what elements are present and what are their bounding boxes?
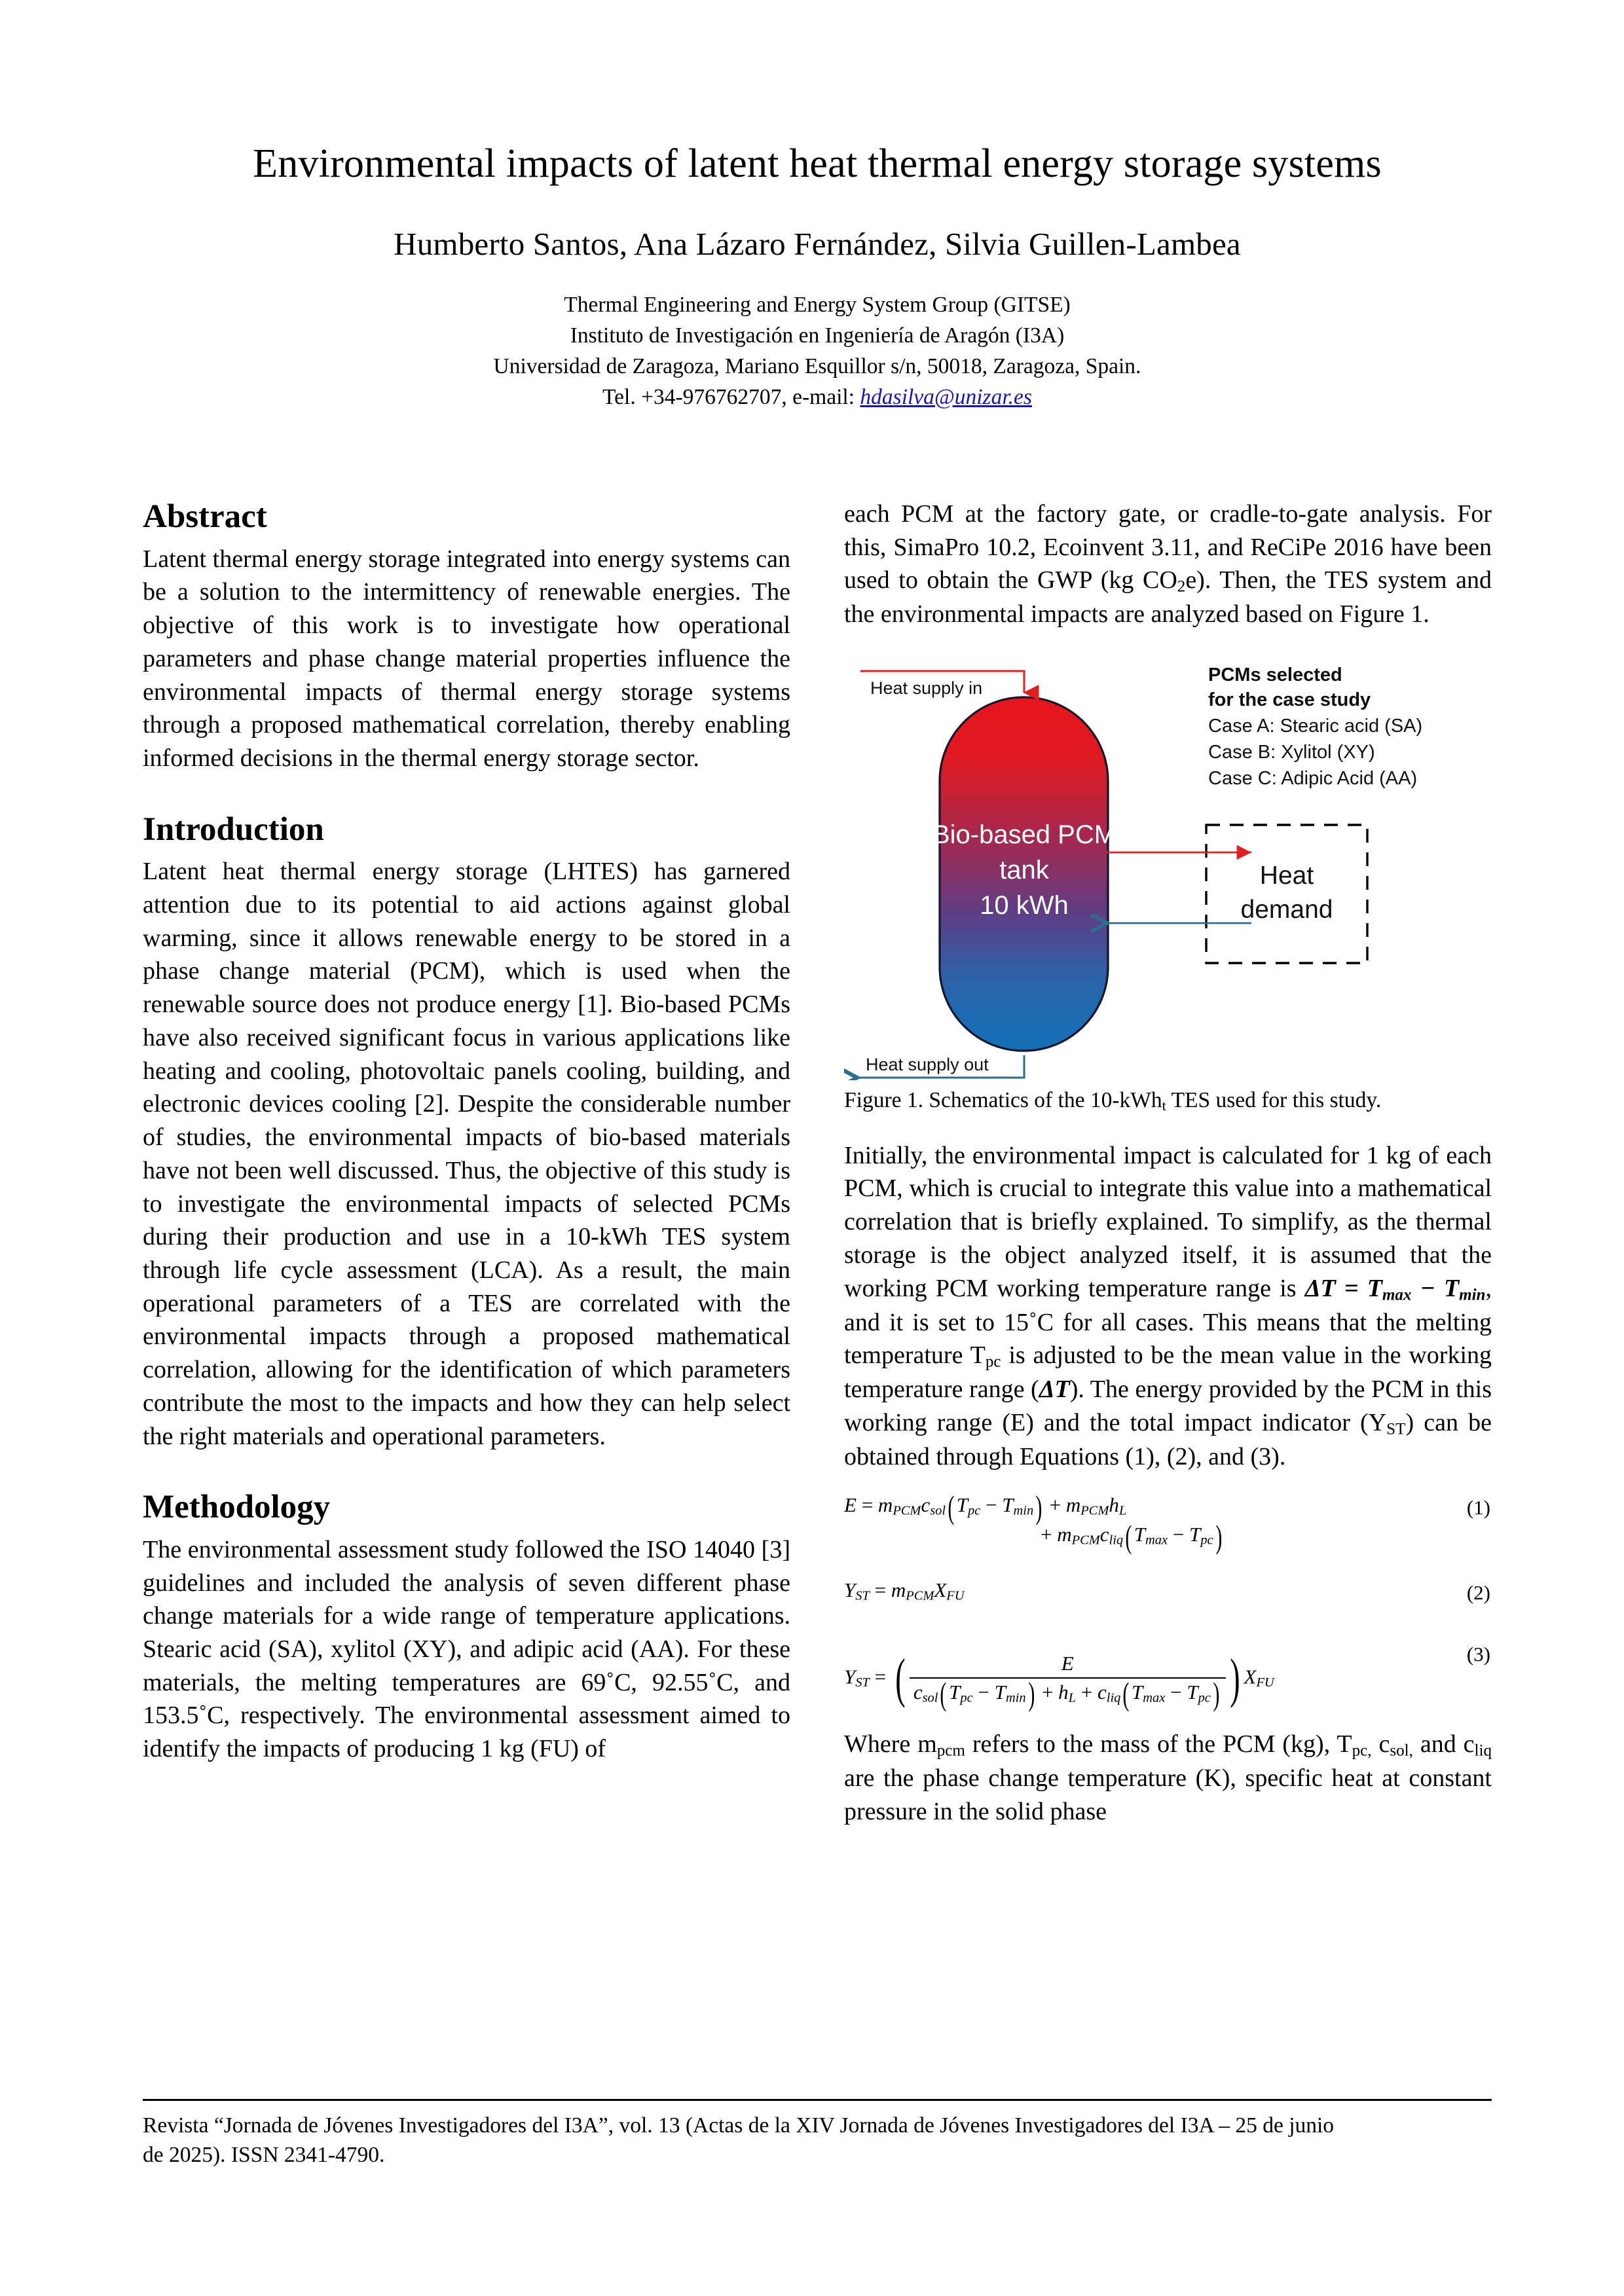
- post-fig-e: ) can be obtained through Equations (1), (2), and (3).: [844, 1409, 1492, 1470]
- where-paragraph: [844, 1728, 1492, 1828]
- sub-liq: liq: [1474, 1741, 1492, 1760]
- tank-label-line-3: 10 kWh: [980, 891, 1069, 920]
- co2-subscript: 2: [1177, 577, 1186, 596]
- equation-2: [844, 1578, 1492, 1618]
- figure-1: [844, 648, 1492, 1116]
- equation-3-line-1: $Y_{ST}$ = ( $\frac{E}{c_{sol}( T_{pc} - T_{min}) + h_L + c_{liq}( T_{max} - T_{pc})}$ ) $X_{FU}$: [844, 1647, 1274, 1713]
- body-columns: [143, 498, 1492, 1829]
- tank-label-line-2: tank: [999, 856, 1049, 885]
- where-a: Where m: [844, 1730, 937, 1758]
- legend-title-line-1: PCMs selected: [1208, 665, 1342, 686]
- equation-2-number: (2): [1466, 1580, 1490, 1604]
- equation-1-line-1: $E = m_{PCM}c_{sol}$( $T_{pc} - T_{min}) + m_{PCM}h_L$: [844, 1488, 1127, 1525]
- right-column: [844, 498, 1492, 1829]
- spacer: [844, 1120, 1492, 1139]
- post-fig-b: , and it is set to 15˚C for all cases. This means that the melting temperature T: [844, 1274, 1492, 1370]
- figure-1-caption: [844, 1086, 1492, 1116]
- footer-line-2: de 2025). ISSN 2341-4790.: [143, 2142, 385, 2167]
- footer-line-1: Revista “Jornada de Jóvenes Investigadores del I3A”, vol. 13 (Actas de la XIV Jornada de Jóvenes Investigadores del I3A – 25 de junio: [143, 2113, 1335, 2138]
- post-figure-paragraph: [844, 1139, 1492, 1474]
- where-d: and c: [1412, 1730, 1475, 1758]
- post-fig-c: is adjusted to be the mean value in the working temperature range (: [844, 1341, 1492, 1404]
- affiliation-line-1: Thermal Engineering and Energy System Group (GITSE): [564, 292, 1071, 317]
- sub-sol: sol,: [1390, 1741, 1413, 1760]
- equation-3: [844, 1642, 1492, 1713]
- inline-eq-sub-max: max: [1382, 1286, 1412, 1304]
- section-heading-introduction: Introduction: [143, 811, 324, 848]
- legend-item-case-b: Case B: Xylitol (XY): [1208, 742, 1375, 763]
- email-link[interactable]: hdasilva@unizar.es: [860, 384, 1032, 409]
- page-footer: [143, 2099, 1492, 2170]
- equation-1: [844, 1488, 1492, 1555]
- heat-supply-out-label: Heat supply out: [866, 1055, 989, 1075]
- where-b: refers to the mass of the PCM (kg), T: [965, 1730, 1352, 1758]
- left-column: [143, 498, 790, 1829]
- section-heading-abstract: Abstract: [143, 498, 267, 535]
- figure-caption-b: TES used for this study.: [1166, 1088, 1382, 1113]
- legend-item-case-a: Case A: Stearic acid (SA): [1208, 716, 1423, 737]
- affiliation-line-3: Universidad de Zaragoza, Mariano Esquillor s/n, 50018, Zaragoza, Spain.: [493, 354, 1141, 378]
- spacer: [143, 1453, 790, 1488]
- affiliation-block: [143, 290, 1492, 413]
- footer-divider: [143, 2099, 1492, 2101]
- paper-header: [143, 137, 1492, 412]
- equation-3-body: [844, 1647, 1492, 1713]
- sub-st: ST: [1386, 1420, 1406, 1438]
- inline-eq-t: T: [1443, 1274, 1460, 1302]
- abstract-paragraph: Latent thermal energy storage integrated into energy systems can be a solution to the intermittency of renewable energies. The objective of this work is to investigate how operational parameters and phase change material properties influence the environmental impacts of thermal energy storage systems through a proposed mathematical correlation, thereby enabling informed decisions in the thermal energy storage sector.: [143, 545, 790, 772]
- figure-caption-a: Figure 1. Schematics of the 10-kWh: [844, 1088, 1162, 1113]
- figure-1-schematic: [844, 648, 1492, 1080]
- inline-eq-delta-t-2: ΔT: [1039, 1376, 1070, 1404]
- where-e: are the phase change temperature (K), specific heat at constant pressure in the solid phase: [844, 1764, 1492, 1826]
- equation-2-line-1: $Y_{ST} = m_{PCM}X_{FU}$: [844, 1578, 965, 1603]
- sub-pc-2: pc,: [1352, 1741, 1372, 1760]
- contact-line: [143, 382, 1492, 413]
- page-title: Environmental impacts of latent heat thermal energy storage systems: [253, 141, 1382, 186]
- inline-eq-sub-min: min: [1459, 1286, 1486, 1304]
- post-fig-a: Initially, the environmental impact is calculated for 1 kg of each PCM, which is crucial to integrate this value into a mathematical correlation that is briefly explained. To simplify, as the thermal storage is the object analyzed itself, it is assumed that the working PCM working temperature range is: [844, 1141, 1492, 1302]
- methodology-paragraph-part1: The environmental assessment study followed the ISO 14040 [3] guidelines and included the analysis of seven different phase change materials for a wide range of temperature applications. Stearic acid (SA), xylitol (XY), and adipic acid (AA). For these materials, the melting temperatures are 69˚C, 92.55˚C, and 153.5˚C, respectively. The environmental assessment aimed to identify the impacts of producing 1 kg (FU) of: [143, 1535, 790, 1763]
- figure-caption-subscript: t: [1162, 1097, 1166, 1114]
- legend-title-line-2: for the case study: [1208, 689, 1371, 711]
- methodology-paragraph-part2: [844, 498, 1492, 631]
- heat-demand-label-line-2: demand: [1240, 896, 1333, 924]
- equation-3-number: (3): [1466, 1642, 1490, 1666]
- legend-item-case-c: Case C: Adipic Acid (AA): [1208, 768, 1418, 790]
- post-fig-d: ). The energy provided by the PCM in this working range (E) and the total impact indicator (Y: [844, 1376, 1492, 1437]
- heat-demand-box: [1206, 825, 1367, 963]
- contact-prefix: Tel. +34-976762707, e-mail:: [602, 384, 860, 409]
- introduction-paragraph: Latent heat thermal energy storage (LHTES) has garnered attention due to its potential to aid actions against global warming, since it allows renewable energy to be stored in a phase change material (PCM), which is used when the renewable source does not produce energy [1]. Bio-based PCMs have also received significant focus in various applications like heating and cooling, photovoltaic panels cooling, building, and electronic devices cooling [2]. Despite the considerable number of studies, the environmental impacts of bio-based materials have not been well discussed. Thus, the objective of this study is to investigate the environmental impacts of selected PCMs during their production and use in a 10-kWh TES system through life cycle assessment (LCA). As a result, the main operational parameters of a TES are correlated with the environmental impacts through a proposed mathematical correlation, allowing for the identification of which parameters contribute the most to the impacts and how they can help select the right materials and operational parameters.: [143, 858, 790, 1450]
- equation-1-body: [844, 1488, 1492, 1555]
- inline-eq-delta-t: ΔT = T: [1304, 1274, 1382, 1302]
- where-c: c: [1371, 1730, 1390, 1758]
- equation-1-line-2: + $m_{PCM}c_{liq}$( $T_{max} - T_{pc}$): [1041, 1518, 1222, 1555]
- sub-pcm: pcm: [936, 1741, 965, 1760]
- author-list: Humberto Santos, Ana Lázaro Fernández, Silvia Guillen-Lambea: [394, 225, 1241, 262]
- spacer: [143, 775, 790, 811]
- equation-2-body: [844, 1578, 1492, 1604]
- methodology-text-a: each PCM at the factory gate, or cradle-to-gate analysis. For this, SimaPro 10.2, Ecoinvent 3.11, and ReCiPe 2016 have been used to obtain the GWP (kg CO: [844, 500, 1492, 594]
- heat-supply-in-label: Heat supply in: [870, 678, 983, 699]
- methodology-text-b: e). Then, the TES system and the environmental impacts are analyzed based on Figure 1.: [844, 566, 1492, 629]
- section-heading-methodology: Methodology: [143, 1489, 331, 1526]
- equation-1-number: (1): [1466, 1495, 1490, 1519]
- affiliation-line-2: Instituto de Investigación en Ingeniería de Aragón (I3A): [570, 323, 1065, 348]
- inline-eq-minus: −: [1411, 1274, 1444, 1302]
- heat-demand-label-line-1: Heat: [1259, 862, 1314, 890]
- tank-label-line-1: Bio-based PCM: [932, 820, 1116, 850]
- sub-pc: pc: [985, 1353, 1001, 1371]
